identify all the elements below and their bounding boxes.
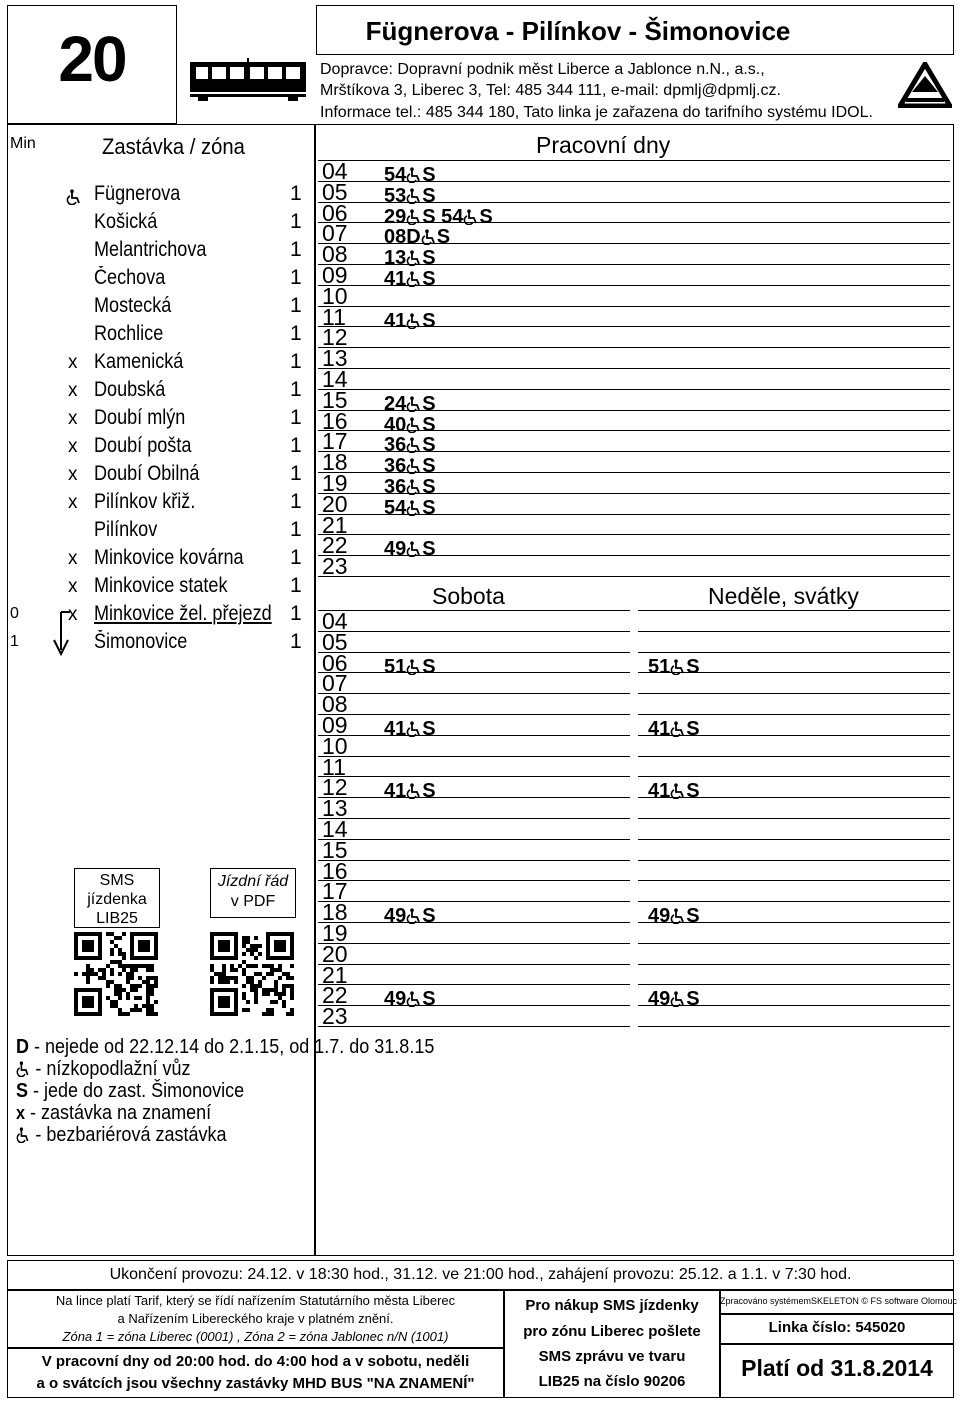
hour-label: 21 bbox=[322, 961, 348, 988]
stop-name: Doubská bbox=[94, 378, 166, 401]
weekday-title: Pracovní dny bbox=[536, 132, 671, 158]
software-text: Zpracováno systémemSKELETON © FS software Olomouc bbox=[720, 1296, 958, 1306]
sms-qr-code-icon[interactable] bbox=[74, 932, 158, 1016]
row-divider bbox=[638, 818, 950, 819]
request-stop-flag: x bbox=[68, 492, 78, 513]
departure: 36 S bbox=[384, 434, 436, 457]
hour-label: 15 bbox=[322, 386, 348, 413]
saturday-title: Sobota bbox=[432, 583, 505, 609]
saturday-departure bbox=[384, 989, 436, 1009]
hour-label: 17 bbox=[322, 878, 348, 905]
hour-label: 14 bbox=[322, 816, 348, 842]
stop-name: Minkovice statek bbox=[94, 574, 228, 597]
hour-label: 05 bbox=[322, 628, 348, 655]
request-line-2: a o svátcích jsou všechny zastávky MHD BUS "NA ZNAMENÍ" bbox=[36, 1375, 475, 1392]
stop-row bbox=[0, 434, 315, 462]
hour-label: 11 bbox=[322, 303, 346, 330]
request-line-1: V pracovní dny od 20:00 hod. do 4:00 hod a v sobotu, neděli bbox=[41, 1353, 470, 1370]
hour-label: 16 bbox=[322, 857, 348, 884]
wheelchair-icon bbox=[406, 541, 422, 557]
hour-label: 17 bbox=[322, 428, 348, 455]
wheelchair-icon bbox=[66, 189, 82, 205]
sms-purchase-line-2: pro zónu Liberec pošlete bbox=[523, 1323, 701, 1340]
wheelchair-icon bbox=[406, 250, 422, 266]
departure-cell bbox=[384, 456, 436, 476]
departure: 41 S bbox=[384, 780, 436, 803]
saturday-departure bbox=[384, 657, 436, 677]
stop-row bbox=[0, 406, 315, 434]
departure: 41 S bbox=[648, 780, 700, 803]
hour-label: 10 bbox=[322, 282, 348, 309]
departure: 49 S bbox=[384, 905, 436, 928]
saturday-departure bbox=[384, 781, 436, 801]
stop-row bbox=[0, 378, 315, 406]
stop-zone: 1 bbox=[290, 630, 302, 653]
stop-name: Doubí Obilná bbox=[94, 462, 200, 485]
stop-zone: 1 bbox=[290, 406, 302, 429]
stop-min: 1 bbox=[10, 633, 19, 650]
wheelchair-icon bbox=[406, 209, 422, 225]
row-divider bbox=[638, 652, 950, 653]
hour-label: 04 bbox=[322, 158, 348, 184]
wheelchair-icon bbox=[406, 721, 422, 737]
wheelchair-icon bbox=[406, 991, 422, 1007]
stop-name: Pilínkov bbox=[94, 518, 158, 541]
hour-label: 21 bbox=[322, 511, 348, 538]
row-divider bbox=[318, 610, 630, 611]
departure: 54 S bbox=[441, 205, 493, 228]
hour-label: 22 bbox=[322, 982, 348, 1009]
sms-box-line-1: SMS bbox=[99, 872, 135, 889]
stop-name: Doubí pošta bbox=[94, 434, 192, 457]
departure: 49 S bbox=[648, 905, 700, 928]
departure-cell bbox=[384, 435, 436, 455]
row-divider bbox=[638, 901, 950, 902]
row-divider bbox=[638, 631, 950, 632]
stop-row bbox=[0, 490, 315, 518]
legend-lowfloor bbox=[16, 1058, 190, 1081]
stop-row bbox=[0, 350, 315, 378]
row-divider bbox=[318, 306, 950, 307]
departure: 51 S bbox=[648, 655, 700, 678]
hour-label: 04 bbox=[322, 608, 348, 634]
stop-name: Šimonovice bbox=[94, 630, 188, 653]
wheelchair-icon bbox=[406, 271, 422, 287]
stop-row bbox=[0, 462, 315, 490]
legend-lowfloor-text: - nízkopodlažní vůz bbox=[30, 1058, 191, 1080]
tram-icon bbox=[188, 58, 308, 107]
wheelchair-icon bbox=[406, 313, 422, 329]
departure: 36 S bbox=[384, 476, 436, 498]
departure: 41 S bbox=[384, 718, 436, 740]
row-divider bbox=[638, 776, 950, 777]
stop-row bbox=[0, 518, 315, 546]
departure: 41 S bbox=[648, 718, 700, 740]
wheelchair-icon bbox=[406, 458, 422, 474]
pdf-qr-code-icon[interactable] bbox=[210, 932, 294, 1016]
legend-x-text: - zastávka na znamení bbox=[25, 1102, 212, 1124]
row-divider bbox=[638, 839, 950, 840]
departure: 40 S bbox=[384, 413, 436, 436]
legend-s-key: S bbox=[16, 1080, 29, 1102]
legend-x bbox=[16, 1102, 211, 1125]
stop-name: Melantrichova bbox=[94, 238, 207, 261]
row-divider bbox=[638, 964, 950, 965]
stop-row bbox=[0, 322, 315, 350]
departure-cell bbox=[384, 539, 436, 559]
stop-name: Mostecká bbox=[94, 294, 172, 317]
stop-row bbox=[0, 238, 315, 266]
wheelchair-icon bbox=[406, 659, 422, 675]
stop-name: Košická bbox=[94, 210, 158, 233]
stop-row bbox=[0, 630, 315, 658]
hour-label: 05 bbox=[322, 178, 348, 205]
wheelchair-icon bbox=[670, 783, 686, 799]
departure: 41 S bbox=[384, 268, 436, 290]
wheelchair-icon bbox=[670, 721, 686, 737]
hour-label: 11 bbox=[322, 753, 346, 780]
stop-name: Rochlice bbox=[94, 322, 164, 345]
stop-zone: 1 bbox=[290, 378, 302, 401]
wheelchair-icon bbox=[406, 479, 422, 495]
direction-arrow-icon bbox=[50, 610, 72, 661]
departure-cell bbox=[384, 165, 436, 185]
stop-zone: 1 bbox=[290, 434, 302, 457]
wheelchair-icon bbox=[406, 396, 422, 412]
row-divider bbox=[638, 610, 950, 611]
departure-cell bbox=[384, 227, 450, 247]
hour-label: 13 bbox=[322, 795, 348, 822]
departure: 51 S bbox=[384, 655, 436, 678]
hour-label: 23 bbox=[322, 1003, 348, 1030]
wheelchair-icon bbox=[421, 229, 437, 245]
stop-row bbox=[0, 294, 315, 322]
stop-row bbox=[0, 266, 315, 294]
operation-end-text: Ukončení provozu: 24.12. v 18:30 hod., 31.12. ve 21:00 hod., zahájení provozu: 25.12. a 1.1. v 7:30 hod. bbox=[109, 1266, 852, 1283]
legend-barrierfree bbox=[16, 1124, 227, 1147]
departure: 13 S bbox=[384, 247, 436, 270]
saturday-departure bbox=[384, 906, 436, 926]
stop-zone: 1 bbox=[290, 518, 302, 541]
request-stop-flag: x bbox=[68, 352, 78, 373]
row-divider bbox=[638, 756, 950, 757]
stops-title: Zastávka / zóna bbox=[102, 134, 245, 159]
stop-zone: 1 bbox=[290, 322, 302, 345]
sms-purchase-line-1: Pro nákup SMS jízdenky bbox=[525, 1297, 699, 1314]
sms-box-line-2: jízdenka bbox=[87, 891, 147, 908]
stop-zone: 1 bbox=[290, 238, 302, 261]
stop-name: Minkovice žel. přejezd bbox=[94, 602, 272, 625]
wheelchair-icon bbox=[463, 209, 479, 225]
departure: 49 S bbox=[648, 988, 700, 1011]
hour-label: 18 bbox=[322, 899, 348, 926]
row-divider bbox=[638, 880, 950, 881]
stop-zone: 1 bbox=[290, 294, 302, 317]
hour-label: 23 bbox=[322, 553, 348, 580]
wheelchair-icon bbox=[670, 908, 686, 924]
hour-label: 13 bbox=[322, 345, 348, 372]
idol-logo-icon bbox=[898, 62, 952, 113]
hour-label: 10 bbox=[322, 732, 348, 759]
stop-row bbox=[0, 210, 315, 238]
row-divider bbox=[318, 347, 950, 348]
request-stop-flag: x bbox=[68, 604, 78, 625]
legend-barrierfree-text: - bezbariérová zastávka bbox=[30, 1124, 227, 1146]
departure-cell bbox=[384, 311, 436, 331]
row-divider bbox=[638, 693, 950, 694]
row-divider bbox=[318, 576, 950, 577]
stop-zone: 1 bbox=[290, 602, 302, 625]
sunday-departure bbox=[648, 781, 700, 801]
departure-cell bbox=[384, 248, 436, 268]
stop-zone: 1 bbox=[290, 182, 302, 205]
stop-name: Kamenická bbox=[94, 350, 184, 373]
hour-label: 09 bbox=[322, 262, 348, 288]
hour-label: 18 bbox=[322, 449, 348, 476]
stop-zone: 1 bbox=[290, 546, 302, 569]
request-stop-flag: x bbox=[68, 548, 78, 569]
departure: 41 S bbox=[384, 309, 436, 332]
wheelchair-icon bbox=[406, 500, 422, 516]
hour-label: 14 bbox=[322, 366, 348, 392]
operator-line-2: Mrštíkova 3, Liberec 3, Tel: 485 344 111, e-mail: dpmlj@dpmlj.cz. bbox=[320, 82, 781, 99]
legend-d-text: - nejede od 22.12.14 do 2.1.15, od 1.7. do 31.8.15 bbox=[29, 1036, 435, 1058]
departure-cell bbox=[384, 498, 436, 518]
departure: 49 S bbox=[384, 988, 436, 1011]
sunday-departure bbox=[648, 906, 700, 926]
wheelchair-icon bbox=[406, 167, 422, 183]
request-stop-flag: x bbox=[68, 576, 78, 597]
stop-row bbox=[0, 546, 315, 574]
row-divider bbox=[318, 1026, 630, 1027]
request-stop-flag: x bbox=[68, 464, 78, 485]
hour-label: 07 bbox=[322, 670, 348, 697]
hour-label: 08 bbox=[322, 691, 348, 718]
departure: 54 S bbox=[384, 496, 436, 519]
departure: 49 S bbox=[384, 538, 436, 561]
hour-label: 08 bbox=[322, 241, 348, 268]
row-divider bbox=[638, 943, 950, 944]
row-divider bbox=[318, 534, 950, 535]
hour-label: 06 bbox=[322, 199, 348, 226]
row-divider bbox=[318, 389, 950, 390]
min-label: Min bbox=[10, 135, 36, 152]
sunday-title: Neděle, svátky bbox=[708, 583, 859, 609]
stop-row bbox=[0, 182, 315, 210]
operator-line-1: Dopravce: Dopravní podnik měst Liberce a Jablonce n.N., a.s., bbox=[320, 61, 765, 78]
wheelchair-icon bbox=[406, 908, 422, 924]
request-stop-flag: x bbox=[68, 380, 78, 401]
sunday-departure bbox=[648, 719, 700, 739]
departure-cell bbox=[384, 415, 436, 435]
departure: 29 S bbox=[384, 205, 436, 228]
wheelchair-icon bbox=[406, 783, 422, 799]
hour-label: 12 bbox=[322, 774, 348, 801]
hour-label: 06 bbox=[322, 649, 348, 676]
stop-row bbox=[0, 574, 315, 602]
valid-from: Platí od 31.8.2014 bbox=[741, 1355, 933, 1381]
stop-zone: 1 bbox=[290, 266, 302, 289]
request-stop-flag: x bbox=[68, 436, 78, 457]
row-divider bbox=[638, 714, 950, 715]
hour-label: 19 bbox=[322, 470, 348, 496]
tariff-line-1: Na lince platí Tarif, který se řídí nařízením Statutárního města Liberec bbox=[55, 1293, 456, 1308]
wheelchair-icon bbox=[670, 991, 686, 1007]
departure: 54 S bbox=[384, 164, 436, 186]
sunday-departure bbox=[648, 989, 700, 1009]
departure-cell bbox=[384, 269, 436, 289]
stop-name: Minkovice kovárna bbox=[94, 546, 244, 569]
legend-x-key: x bbox=[16, 1103, 26, 1123]
pdf-box-line-1: Jízdní řád bbox=[217, 873, 289, 890]
row-divider bbox=[638, 984, 950, 985]
departure: 53 S bbox=[384, 184, 436, 207]
legend-s bbox=[16, 1080, 244, 1103]
departure-cell bbox=[384, 477, 436, 497]
hour-label: 20 bbox=[322, 490, 348, 517]
wheelchair-icon bbox=[406, 417, 422, 433]
sms-box-line-3: LIB25 bbox=[96, 910, 138, 927]
request-stop-flag: x bbox=[68, 408, 78, 429]
stop-zone: 1 bbox=[290, 490, 302, 513]
row-divider bbox=[638, 1026, 950, 1027]
saturday-departure bbox=[384, 719, 436, 739]
hour-label: 07 bbox=[322, 220, 348, 247]
stop-name: Doubí mlýn bbox=[94, 406, 186, 429]
wheelchair-icon bbox=[16, 1127, 30, 1143]
row-divider bbox=[318, 368, 950, 369]
wheelchair-icon bbox=[406, 437, 422, 453]
tariff-line-2: a Nařízením Libereckého kraje v platném znění. bbox=[117, 1311, 394, 1326]
hour-label: 22 bbox=[322, 532, 348, 559]
line-number-code: Linka číslo: 545020 bbox=[768, 1319, 906, 1336]
sunday-departure bbox=[648, 657, 700, 677]
stop-min: 0 bbox=[10, 605, 19, 622]
departure: 24 S bbox=[384, 392, 436, 415]
tariff-line-3: Zóna 1 = zóna Liberec (0001) , Zóna 2 = zóna Jablonec n/N (1001) bbox=[62, 1329, 449, 1344]
sms-purchase-line-3: SMS zprávu ve tvaru bbox=[538, 1348, 686, 1365]
wheelchair-icon bbox=[406, 188, 422, 204]
stop-name: Fügnerova bbox=[94, 182, 181, 205]
legend-s-text: - jede do zast. Šimonovice bbox=[28, 1080, 245, 1102]
hour-label: 20 bbox=[322, 940, 348, 967]
departure-cell bbox=[384, 394, 436, 414]
hour-label: 16 bbox=[322, 407, 348, 434]
stop-zone: 1 bbox=[290, 462, 302, 485]
departure: 08D S bbox=[384, 226, 451, 249]
hour-label: 15 bbox=[322, 836, 348, 863]
row-divider bbox=[638, 860, 950, 861]
departure: 36 S bbox=[384, 455, 436, 478]
sms-purchase-line-4: LIB25 na číslo 90206 bbox=[538, 1373, 686, 1390]
pdf-box-line-2: v PDF bbox=[230, 893, 276, 910]
operator-line-3: Informace tel.: 485 344 180, Tato linka je zařazena do tarifního systému IDOL. bbox=[320, 104, 873, 121]
route-title: Fügnerova - Pilínkov - Šimonovice bbox=[365, 16, 791, 46]
stop-name: Čechova bbox=[94, 266, 166, 289]
stop-zone: 1 bbox=[290, 350, 302, 373]
line-number: 20 bbox=[58, 23, 126, 95]
hour-label: 12 bbox=[322, 324, 348, 351]
stop-zone: 1 bbox=[290, 574, 302, 597]
stop-name: Pilínkov křiž. bbox=[94, 490, 196, 513]
stop-row bbox=[0, 602, 315, 630]
row-divider bbox=[318, 160, 950, 161]
wheelchair-icon bbox=[670, 659, 686, 675]
departure-cell bbox=[384, 207, 493, 227]
stop-zone: 1 bbox=[290, 210, 302, 233]
hour-label: 09 bbox=[322, 712, 348, 738]
hour-label: 19 bbox=[322, 920, 348, 946]
departure-cell bbox=[384, 186, 436, 206]
wheelchair-icon bbox=[16, 1061, 30, 1077]
legend-d-key: D bbox=[16, 1036, 30, 1058]
timetable-panel bbox=[315, 124, 954, 1256]
